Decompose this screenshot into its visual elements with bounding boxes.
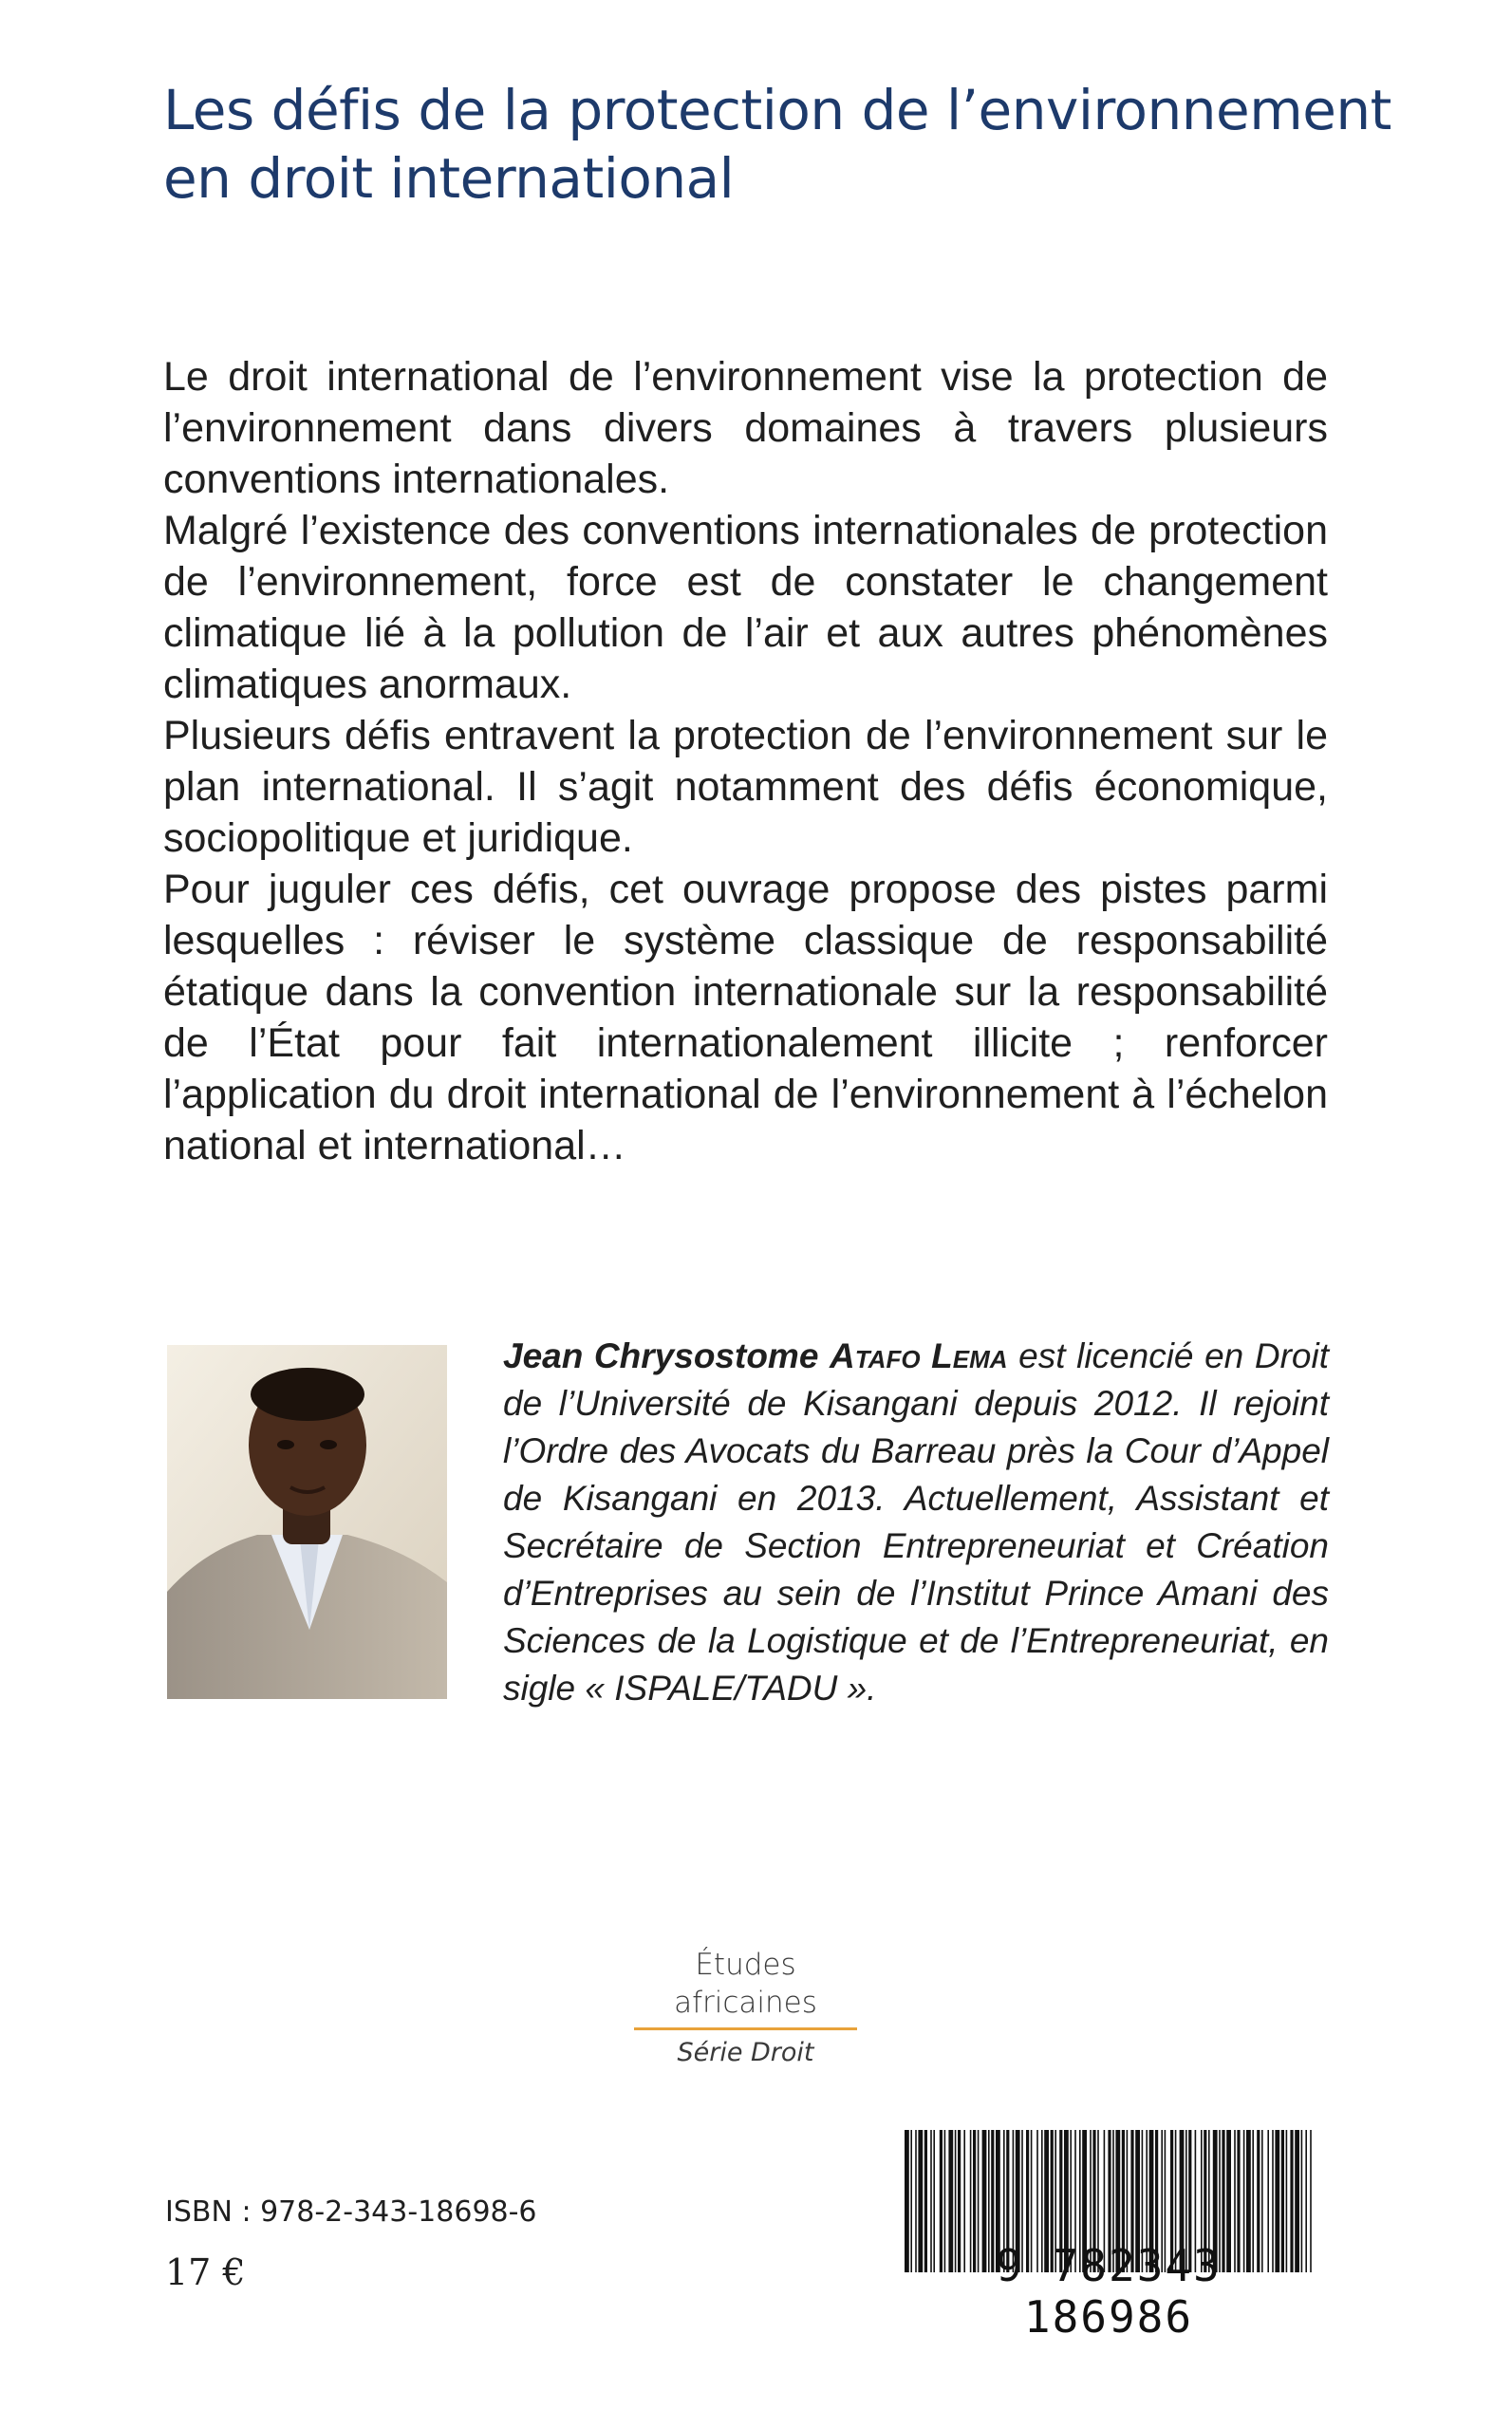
- series-logo: [634, 1946, 857, 2067]
- title-line-2: en droit international: [163, 146, 735, 211]
- summary-paragraph: Pour juguler ces défis, cet ouvrage propose des pistes parmi lesquelles : réviser le système classique de responsabilité étatique dans la convention internationale sur la responsabilité de l’État pour fait internationalement illicite ; renforcer l’application du droit international de l’environnement à l’échelon national et international…: [163, 867, 1328, 1168]
- author-photo: [167, 1345, 447, 1699]
- author-portrait-illustration: [167, 1345, 447, 1699]
- isbn-label: ISBN : 978-2-343-18698-6: [165, 2195, 537, 2229]
- summary-paragraph: Le droit international de l’environnement vise la protection de l’environnement dans divers domaines à travers plusieurs conventions internationales.: [163, 354, 1328, 502]
- title-line-1: Les défis de la protection de l’environnement: [163, 78, 1391, 142]
- summary-paragraph: Malgré l’existence des conventions internationales de protection de l’environnement, force est de constater le changement climatique lié à la pollution de l’air et aux autres phénomènes climatiques anormaux.: [163, 508, 1328, 707]
- author-bio-text: est licencié en Droit de l’Université de Kisangani depuis 2012. Il rejoint l’Ordre des Avocats du Barreau près la Cour d’Appel de Kisangani en 2013. Actuellement, Assistant et Secrétaire de Section Entrepreneuriat et Création d’Entreprises au sein de l’Institut Prince Amani des Sciences de la Logistique et de l’Entrepreneuriat, en sigle « ISPALE/TADU ».: [503, 1336, 1329, 1708]
- series-subtitle: Série Droit: [677, 2038, 814, 2067]
- price-label: 17 €: [165, 2251, 246, 2293]
- author-bio: [503, 1333, 1329, 1712]
- book-title: [163, 76, 1397, 213]
- author-first-names: Jean Chrysostome: [503, 1336, 830, 1375]
- summary-text: [163, 351, 1328, 1171]
- summary-paragraph: Plusieurs défis entravent la protection de l’environnement sur le plan international. Il s’agit notamment des défis économique, sociopolitique et juridique.: [163, 713, 1328, 861]
- barcode-digits: 9 782343 186986: [996, 2240, 1222, 2343]
- author-surname: Atafo Lema: [830, 1336, 1008, 1375]
- series-divider: [634, 2027, 857, 2030]
- series-name: Études africaines: [674, 1948, 817, 2020]
